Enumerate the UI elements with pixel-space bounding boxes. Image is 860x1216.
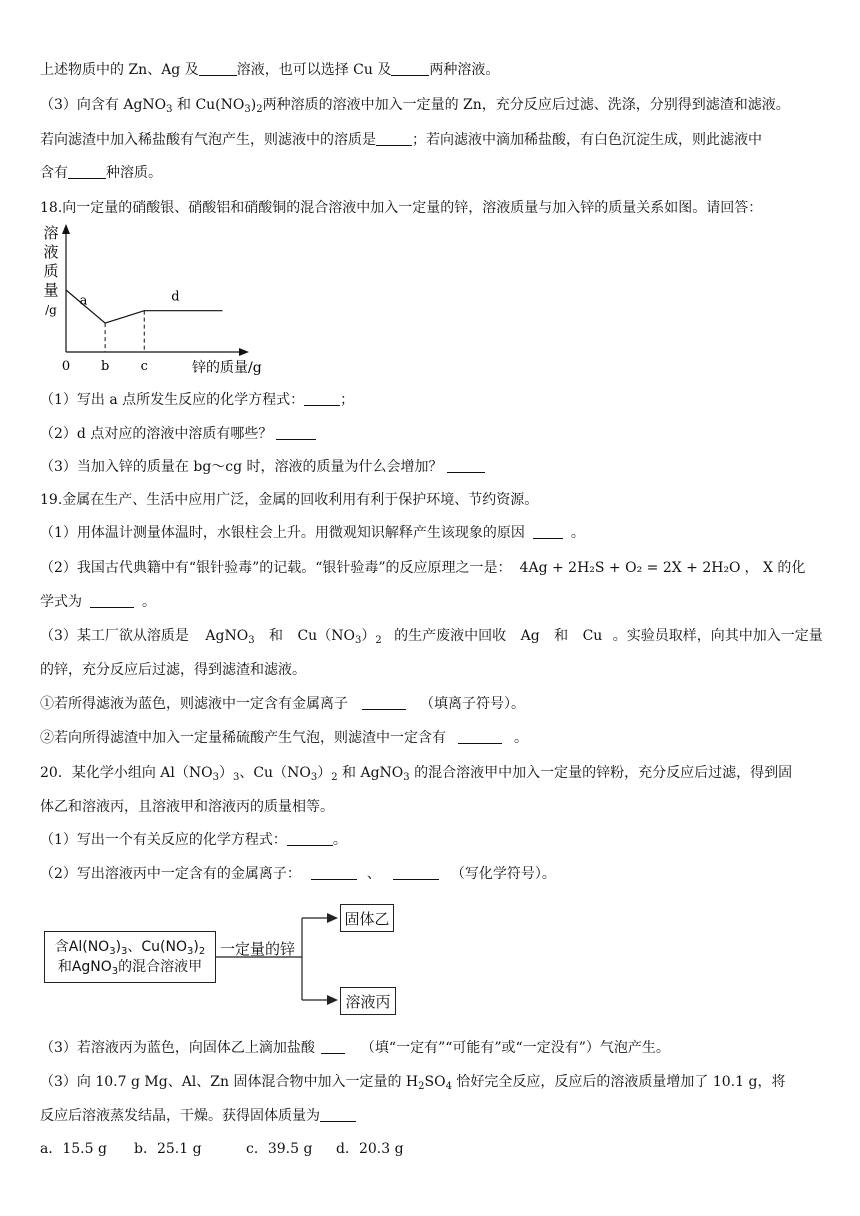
x-tick-label-c: c [140, 359, 148, 374]
q19-sub4 [40, 694, 525, 714]
q17-line1-text-b: 溶液，也可以选择 Cu 及 [236, 62, 392, 78]
q20-sub2-sep: 、 [366, 866, 381, 882]
answer-blank[interactable] [276, 425, 316, 440]
answer-blank[interactable] [90, 593, 134, 608]
answer-blank[interactable] [533, 524, 563, 539]
q20-options [40, 1139, 404, 1159]
q18-sub2 [40, 424, 316, 444]
box-text: 的混合溶液甲 [118, 959, 203, 975]
subscript: 2 [331, 772, 338, 783]
origin-label: 0 [61, 359, 71, 374]
answer-blank[interactable] [391, 61, 429, 76]
q20-sub4-text: SO [424, 1074, 446, 1090]
solution-bing-box: 溶液丙 [340, 987, 396, 1015]
y-axis-label-char: 液 [43, 243, 59, 261]
box-text: ) [115, 939, 122, 955]
answer-blank[interactable] [311, 865, 357, 880]
box-text: 含Al(NO [54, 939, 110, 955]
option-a[interactable]: a．15.5 g [40, 1141, 107, 1157]
answer-blank[interactable] [287, 831, 333, 846]
q19-sub1-post: 。 [570, 525, 585, 541]
q19-sub4-post: （填离子符号）。 [420, 696, 525, 712]
q18-sub3-text: （3）当加入锌的质量在 bg～cg 时，溶液的质量为什么会增加？ [40, 459, 443, 475]
q19-sub2b [40, 592, 156, 612]
subscript: 3 [248, 635, 255, 646]
answer-blank[interactable] [320, 1107, 356, 1122]
q18-sub1-post: ； [340, 392, 355, 408]
subscript: 3 [187, 946, 194, 957]
q19-sub3 [40, 626, 823, 646]
q20-stem-text: 、Cu（NO [239, 765, 311, 781]
q17-line1 [40, 60, 499, 80]
q17-part3-text: 和 Cu(NO [172, 97, 245, 113]
q20-stem-text: ） [317, 765, 332, 781]
option-b[interactable]: b．25.1 g [134, 1141, 202, 1157]
answer-blank[interactable] [447, 458, 485, 473]
answer-blank[interactable] [458, 729, 502, 744]
q20-stem-text: 的混合溶液甲中加入一定量的锌粉，充分反应后过滤，得到固 [409, 765, 793, 781]
subscript: 3 [232, 772, 240, 783]
option-d[interactable]: d．20.3 g [336, 1141, 404, 1157]
q20-sub3-text: （3）若溶液丙为蓝色，向固体乙上滴加盐酸 [40, 1040, 315, 1056]
subscript: 3 [354, 635, 362, 646]
subscript: 3 [403, 772, 410, 783]
formula-cuno32: Cu（NO [297, 628, 355, 644]
q19-sub1-text: （1）用体温计测量体温时，水银柱会上升。用微观知识解释产生该现象的原因 [40, 525, 525, 541]
q20-flow-diagram [40, 896, 440, 1026]
q19-sub2-text: （2）我国古代典籍中有“银针验毒”的记载。“银针验毒”的反应原理之一是： [40, 560, 512, 576]
q17-line3 [40, 130, 762, 150]
q17-line3-text-a: 若向滤渣中加入稀盐酸有气泡产生，则滤液中的溶质是 [40, 132, 376, 148]
q20-sub1-post: 。 [332, 832, 347, 848]
q19-sub3-text: 的生产废液中回收 [394, 628, 507, 644]
x-tick-label-b: b [100, 359, 110, 374]
q18-sub1-text: （1）写出 a 点所发生反应的化学方程式： [40, 392, 305, 408]
q20-stem-text: ） [218, 765, 233, 781]
q19-sub2 [40, 558, 805, 578]
q17-line4 [40, 163, 162, 183]
q20-sub4b [40, 1106, 356, 1126]
subscript: 3 [111, 966, 119, 977]
q20-sub4 [40, 1072, 785, 1092]
subscript: 2 [198, 946, 206, 957]
q20-stem [40, 763, 792, 783]
q19-sub2-post: ， X 的化 [744, 560, 806, 576]
y-axis-label-char: 溶 [43, 224, 59, 242]
q18-chart [40, 222, 290, 382]
q19-sub3b: 的锌，充分反应后过滤，得到滤渣和滤液。 [40, 662, 306, 678]
subscript: 3 [212, 772, 219, 783]
box-text: 和AgNO [57, 959, 112, 975]
answer-blank[interactable] [362, 695, 406, 710]
metal-cu: Cu [582, 628, 603, 644]
q20-sub1-text: （1）写出一个有关反应的化学方程式： [40, 832, 287, 848]
zinc-arrow-label: 一定量的锌 [220, 940, 296, 958]
q19-sub3-and: 和 [269, 628, 284, 644]
y-axis-label-char: 质 [43, 262, 59, 280]
answer-blank[interactable] [376, 131, 412, 146]
answer-blank[interactable] [68, 164, 106, 179]
answer-blank[interactable] [321, 1039, 345, 1054]
y-axis-label-char: /g [45, 303, 57, 317]
subscript: 2 [256, 104, 263, 115]
point-label-d: d [171, 289, 180, 305]
q19-sub3-text: （3）某工厂欲从溶质是 [40, 628, 189, 644]
q19-sub3-and: 和 [554, 628, 569, 644]
q19-sub5-text: ②若向所得滤渣中加入一定量稀硫酸产生气泡，则滤渣中一定含有 [40, 730, 446, 746]
q17-line1-text-c: 两种溶液。 [429, 62, 500, 78]
q17-line4-text-a: 含有 [40, 165, 68, 181]
q19-sub5-post: 。 [514, 730, 528, 746]
option-c[interactable]: c．39.5 g [246, 1141, 313, 1157]
q17-part3 [40, 95, 790, 115]
q18-sub2-text: （2）d 点对应的溶液中溶质有哪些？ [40, 426, 273, 442]
subscript: 3 [121, 946, 128, 957]
y-axis-label [43, 224, 58, 317]
subscript: 2 [418, 1081, 425, 1092]
q20-sub4-text: 恰好完全反应，反应后的溶液质量增加了 10.1 g，将 [451, 1074, 786, 1090]
q19-sub2b-text: 学式为 [40, 594, 82, 610]
y-axis-arrow [62, 224, 70, 234]
formula-cuno32-close: ） [361, 628, 376, 644]
subscript: 4 [445, 1081, 452, 1092]
q20-sub2-text: （2）写出溶液丙中一定含有的金属离子： [40, 866, 301, 882]
q20-sub3-post: （填“一定有”“可能有”或“一定没有”）气泡产生。 [360, 1040, 670, 1056]
answer-blank[interactable] [393, 865, 439, 880]
formula-agno3: AgNO [205, 628, 249, 644]
q20-sub2-post: （写化学符号）。 [450, 866, 556, 882]
q18-stem: 18.向一定量的硝酸银、硝酸铝和硝酸铜的混合溶液中加入一定量的锌，溶液质量与加入锌的质量关系如图。请回答： [40, 200, 763, 216]
q20-stem2: 体乙和溶液丙，且溶液甲和溶液丙的质量相等。 [40, 799, 334, 815]
q19-sub2b-post: 。 [142, 594, 156, 610]
q20-stem-text: 20．某化学小组向 Al（NO [40, 765, 213, 781]
solid-yi-box: 固体乙 [340, 904, 394, 932]
arrow-head-bottom [327, 995, 338, 1005]
q17-part3-text: 两种溶质的溶液中加入一定量的 Zn，充分反应后过滤、洗涤，分别得到滤渣和滤液。 [262, 97, 790, 113]
subscript: 3 [310, 772, 318, 783]
q19-sub1 [40, 523, 585, 543]
q18-sub1 [40, 390, 354, 410]
q20-sub1 [40, 830, 347, 850]
point-label-a: a [79, 293, 88, 309]
q17-part3-text: ) [250, 97, 257, 113]
answer-blank[interactable] [304, 391, 340, 406]
box-text: 、Cu(NO [127, 939, 188, 955]
subscript: 2 [375, 635, 382, 646]
subscript: 3 [244, 104, 251, 115]
q20-sub2 [40, 864, 556, 884]
q20-sub3 [40, 1038, 670, 1058]
q17-line4-text-b: 种溶质。 [106, 165, 162, 181]
q17-line1-text-a: 上述物质中的 Zn、Ag 及 [40, 62, 199, 78]
q17-part3-text: （3）向含有 AgNO [40, 97, 167, 113]
q19-sub3-text: 。实验员取样，向其中加入一定量 [612, 628, 823, 644]
q20-sub4-text: （3）向 10.7 g Mg、Al、Zn 固体混合物中加入一定量的 H [40, 1074, 419, 1090]
x-axis-arrow [239, 348, 249, 356]
q19-stem: 19.金属在生产、生活中应用广泛，金属的回收利用有利于保护环境、节约资源。 [40, 492, 539, 508]
metal-ag: Ag [520, 628, 540, 644]
y-axis-label-char: 量 [43, 281, 59, 299]
q20-stem-text: 和 AgNO [337, 765, 404, 781]
q17-line3-text-b: ；若向滤液中滴加稀盐酸，有白色沉淀生成，则此滤液中 [412, 132, 762, 148]
answer-blank[interactable] [199, 61, 237, 76]
subscript: 3 [166, 104, 173, 115]
x-axis-label: 锌的质量/g [192, 360, 262, 376]
reaction-equation: 4Ag + 2H₂S + O₂ = 2X + 2H₂O [519, 560, 741, 576]
subscript: 3 [109, 946, 116, 957]
box-text: ) [193, 939, 199, 955]
q20-sub4b-text: 反应后溶液蒸发结晶，干燥。获得固体质量为 [40, 1108, 320, 1124]
arrow-head-top [327, 913, 338, 923]
q19-sub4-text: ①若所得滤液为蓝色，则滤液中一定含有金属离子 [40, 696, 348, 712]
q19-sub5 [40, 728, 528, 748]
q18-sub3 [40, 457, 485, 477]
